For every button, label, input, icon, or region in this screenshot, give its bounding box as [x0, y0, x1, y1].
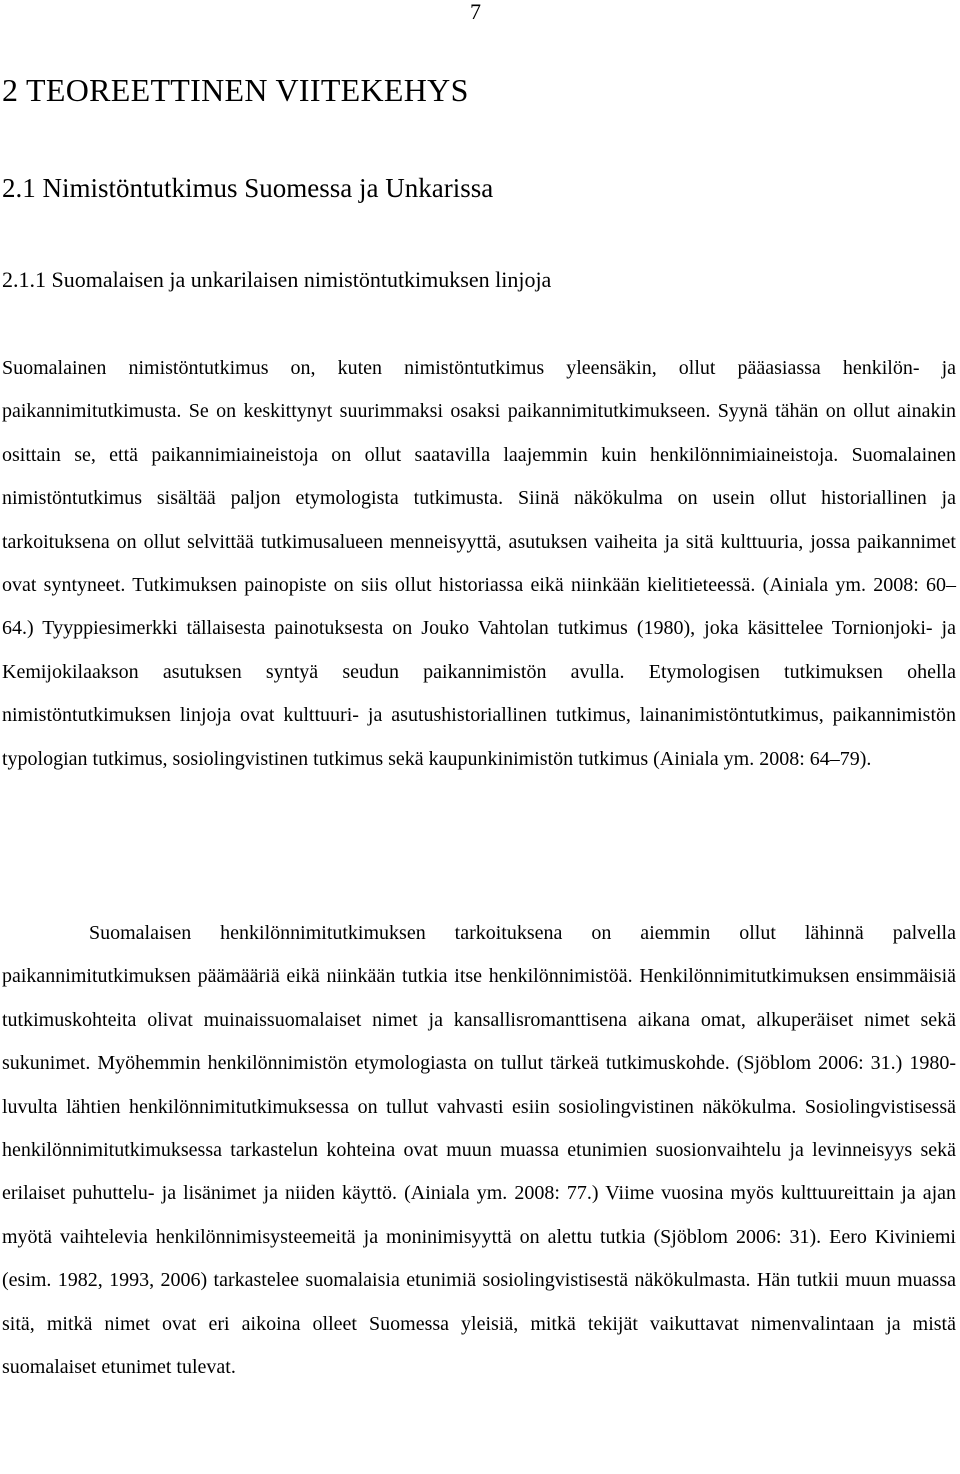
page-number: 7: [470, 0, 481, 24]
paragraph-2: Suomalaisen henkilönnimitutkimuksen tarkoituksena on aiemmin ollut lähinnä palvella paikannimitutkimuksen päämääriä eikä niinkään tutkia itse henkilönnimistöä. Henkilönnimitutkimuksen ensimmäisiä tutkimuskohteita olivat muinaissuomalaiset nimet ja kansallisromanttisena aikana omat, alkuperäiset nimet sekä sukunimet. Myöhemmin henkilönnimistön etymologiasta on tullut tärkeä tutkimuskohde. (Sjöblom 2006: 31.) 1980-luvulta lähtien henkilönnimitutkimuksessa on tullut vahvasti esiin sosiolingvistinen näkökulma. Sosiolingvistisessä henkilönnimitutkimuksessa tarkastelun kohteina ovat muun muassa etunimien suosionvaihtelu ja levinneisyys sekä erilaiset puhuttelu- ja lisänimet ja niiden käyttö. (Ainiala ym. 2008: 77.) Viime vuosina myös kulttuureittain ja ajan myötä vaihtelevia henkilönnimisysteemeitä ja moninimisyyttä on alettu tutkia (Sjöblom 2006: 31). Eero Kiviniemi (esim. 1982, 1993, 2006) tarkastelee suomalaisia etunimiä sosiolingvistisestä näkökulmasta. Hän tutkii muun muassa sitä, mitkä nimet ovat eri aikoina olleet Suomessa yleisiä, mitkä tekijät vaikuttavat nimenvalintaan ja mistä suomalaiset etunimet tulevat.: [2, 922, 956, 1379]
subsection-heading: 2.1.1 Suomalaisen ja unkarilaisen nimistöntutkimuksen linjoja: [2, 267, 552, 292]
paragraph-1: Suomalainen nimistöntutkimus on, kuten nimistöntutkimus yleensäkin, ollut pääasiassa henkilön- ja paikannimitutkimusta. Se on keskittynyt suurimmaksi osaksi paikannimitutkimukseen. Syynä tähän on ollut ainakin osittain se, että paikannimiaineistoja on ollut saatavilla laajemmin kuin henkilönnimiaineistoja. Suomalainen nimistöntutkimus sisältää paljon etymologista tutkimusta. Siinä näkökulma on usein ollut historiallinen ja tarkoituksena on ollut selvittää tutkimusalueen menneisyyttä, asutuksen vaiheita ja sitä kulttuuria, jossa paikannimet ovat syntyneet. Tutkimuksen painopiste on siis ollut historiassa eikä niinkään kielitieteessä. (Ainiala ym. 2008: 60–64.) Tyyppiesimerkki tällaisesta painotuksesta on Jouko Vahtolan tutkimus (1980), joka käsittelee Tornionjoki- ja Kemijokilaakson asutuksen syntyä seudun paikannimistön avulla. Etymologisen tutkimuksen ohella nimistöntutkimuksen linjoja ovat kulttuuri- ja asutushistoriallinen tutkimus, lainanimistöntutkimus, paikannimistön typologian tutkimus, sosiolingvistinen tutkimus sekä kaupunkinimistön tutkimus (Ainiala ym. 2008: 64–79).: [2, 357, 956, 770]
section-heading: 2.1 Nimistöntutkimus Suomessa ja Unkarissa: [2, 173, 494, 203]
chapter-heading: 2 TEOREETTINEN VIITEKEHYS: [2, 72, 469, 108]
